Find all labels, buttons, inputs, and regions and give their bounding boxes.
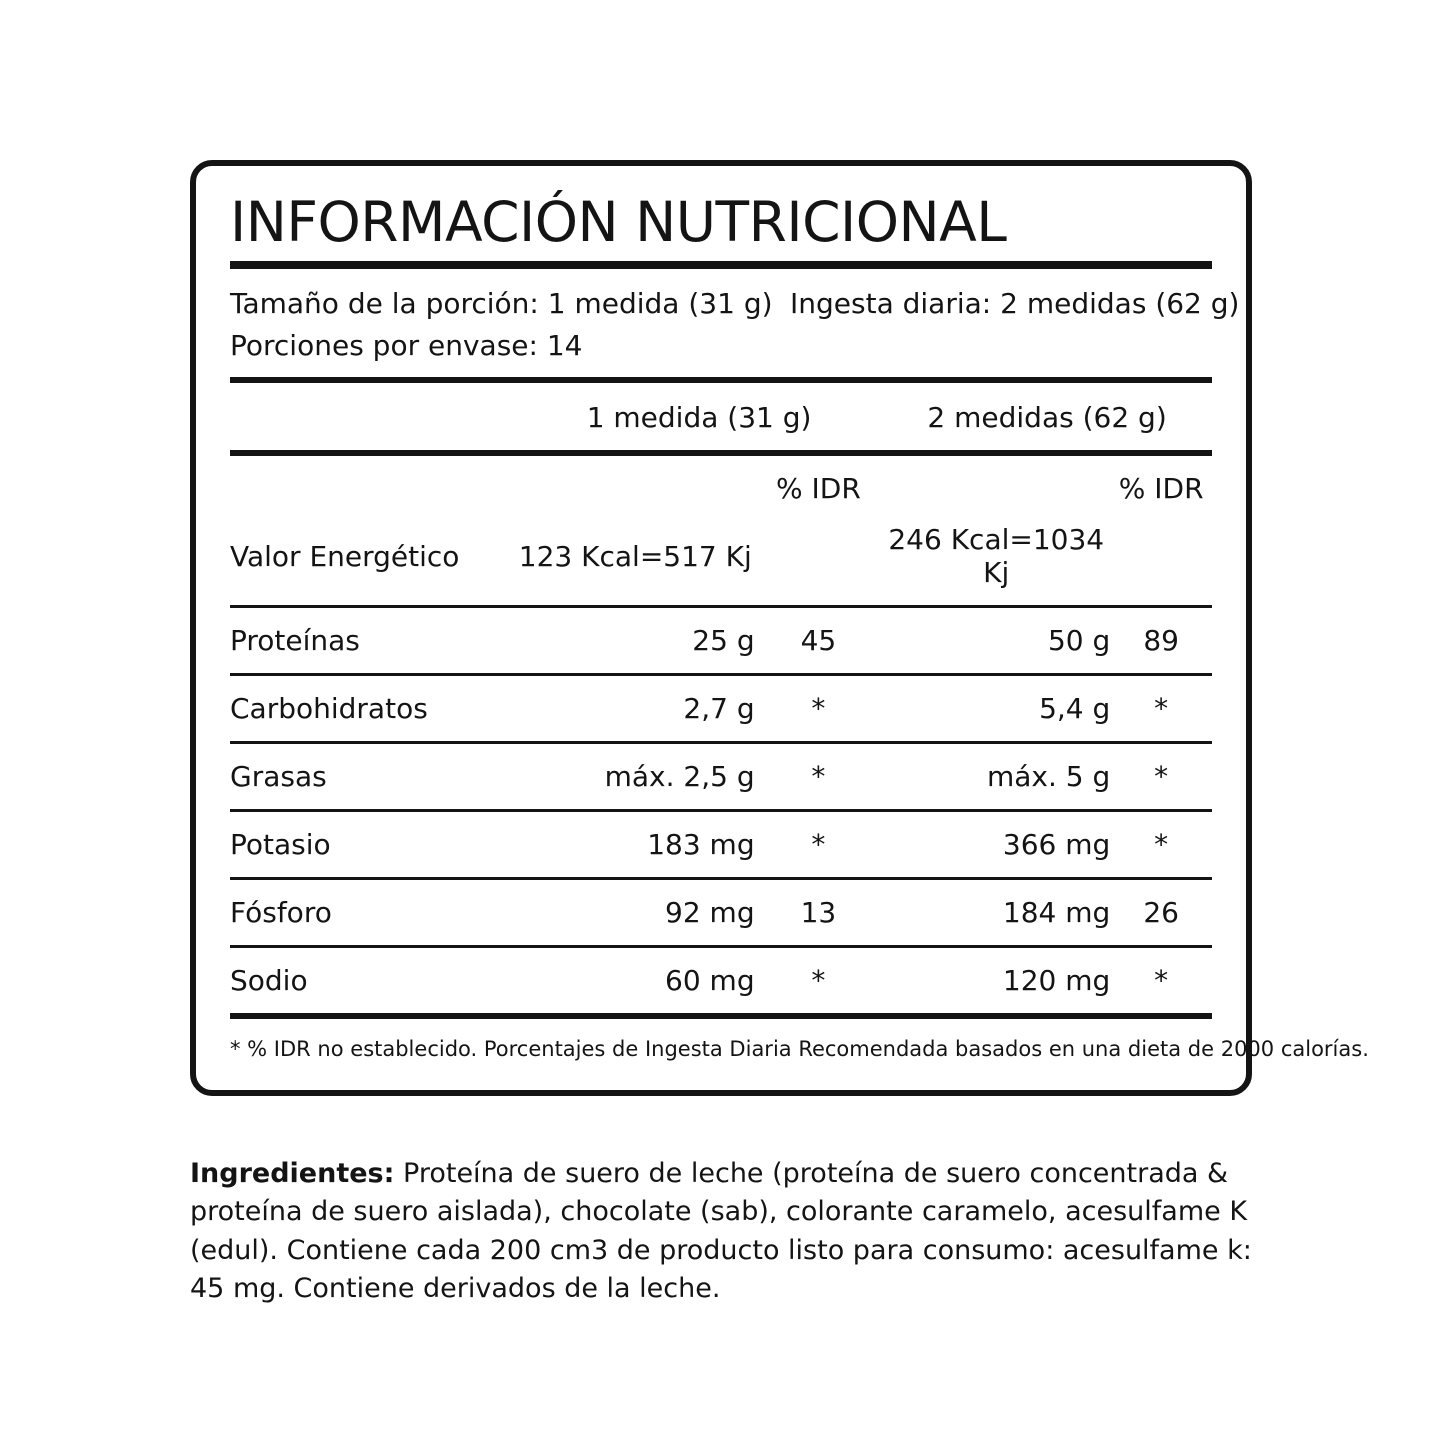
idr-footnote: * % IDR no establecido. Porcentajes de Ingesta Diaria Recomendada basados en una dieta de 2000 calorías. <box>230 1037 1369 1062</box>
ingredients-block <box>190 1155 1255 1308</box>
serving-info-block <box>230 269 1240 377</box>
row-value1-sodium: 60 mg <box>665 964 755 998</box>
row-value1-phosphorus: 92 mg <box>665 896 755 930</box>
header-idr-blank <box>230 456 516 507</box>
ingredients-text: Proteína de suero de leche (proteína de suero concentrada & proteína de suero aislada), chocolate (sab), colorante caramelo, acesulfame K (edul). Contiene cada 200 cm3 de producto listo para consumo: acesulfame k: 45 mg. Contiene derivados de la leche. <box>190 1158 1252 1304</box>
row-value2-sodium: 120 mg <box>1002 964 1111 998</box>
row-label-potassium: Potasio <box>230 828 331 862</box>
row-label-protein: Proteínas <box>230 624 360 658</box>
row-idr2-protein: 89 <box>1143 624 1179 658</box>
row-idr2-energy <box>1110 507 1212 605</box>
table-row <box>230 880 1212 945</box>
servings-per-container-text: Porciones por envase: 14 <box>230 329 583 363</box>
row-label-fat: Grasas <box>230 760 327 794</box>
nutrition-facts-panel <box>190 160 1369 1096</box>
row-value2-protein: 50 g <box>1047 624 1111 658</box>
table-row <box>230 608 1212 673</box>
serving-row-top <box>230 283 1240 325</box>
serving-row-bottom-spacer <box>790 325 1212 367</box>
row-value2-energy: 246 Kcal=1034 Kj <box>888 523 1105 590</box>
row-idr2-potassium: * <box>1154 828 1169 862</box>
table-row <box>230 676 1212 741</box>
table-header-idr <box>230 456 1212 507</box>
header-blank <box>230 383 516 450</box>
row-label-phosphorus: Fósforo <box>230 896 332 930</box>
row-value1-carbs: 2,7 g <box>683 692 755 726</box>
row-value1-protein: 25 g <box>692 624 755 658</box>
row-idr2-phosphorus: 26 <box>1143 896 1179 930</box>
row-idr2-carbs: * <box>1154 692 1169 726</box>
nutrition-table <box>230 383 1212 1019</box>
header-idr-2: % IDR <box>1118 472 1204 506</box>
row-idr1-sodium: * <box>811 964 826 998</box>
row-label-carbs: Carbohidratos <box>230 692 428 726</box>
header-idr-blank-v2 <box>882 456 1110 507</box>
header-idr-1: % IDR <box>776 472 861 506</box>
daily-intake-text: Ingesta diaria: 2 medidas (62 g) <box>790 287 1240 321</box>
header-unit-2: 2 medidas (62 g) <box>927 401 1167 435</box>
table-row <box>230 507 1212 605</box>
row-idr2-fat: * <box>1154 760 1169 794</box>
row-idr1-fat: * <box>811 760 826 794</box>
page-title: INFORMACIÓN NUTRICIONAL <box>230 190 1007 254</box>
header-idr-blank-v1 <box>516 456 755 507</box>
table-header-units <box>230 383 1212 450</box>
row-idr1-phosphorus: 13 <box>800 896 837 930</box>
row-label-sodium: Sodio <box>230 964 308 998</box>
row-idr1-potassium: * <box>811 828 826 862</box>
row-idr1-energy <box>755 507 883 605</box>
row-value2-potassium: 366 mg <box>1002 828 1111 862</box>
row-value1-potassium: 183 mg <box>647 828 755 862</box>
row-label-energy: Valor Energético <box>230 539 460 573</box>
row-value1-fat: máx. 2,5 g <box>604 760 755 794</box>
row-value2-phosphorus: 184 mg <box>1002 896 1111 930</box>
serving-row-bottom <box>230 325 1212 367</box>
title-divider <box>230 261 1212 269</box>
table-row <box>230 812 1212 877</box>
table-row <box>230 744 1212 809</box>
row-value2-fat: máx. 5 g <box>987 760 1111 794</box>
serving-size-text: Tamaño de la porción: 1 medida (31 g) <box>230 287 773 321</box>
ingredients-label: Ingredientes: <box>190 1158 395 1189</box>
row-idr1-carbs: * <box>811 692 826 726</box>
row-value1-energy: 123 Kcal=517 Kj <box>518 539 752 573</box>
header-unit-1: 1 medida (31 g) <box>586 401 812 435</box>
table-row <box>230 948 1212 1013</box>
row-idr2-sodium: * <box>1154 964 1169 998</box>
row-idr1-protein: 45 <box>800 624 837 658</box>
row-value2-carbs: 5,4 g <box>1039 692 1111 726</box>
